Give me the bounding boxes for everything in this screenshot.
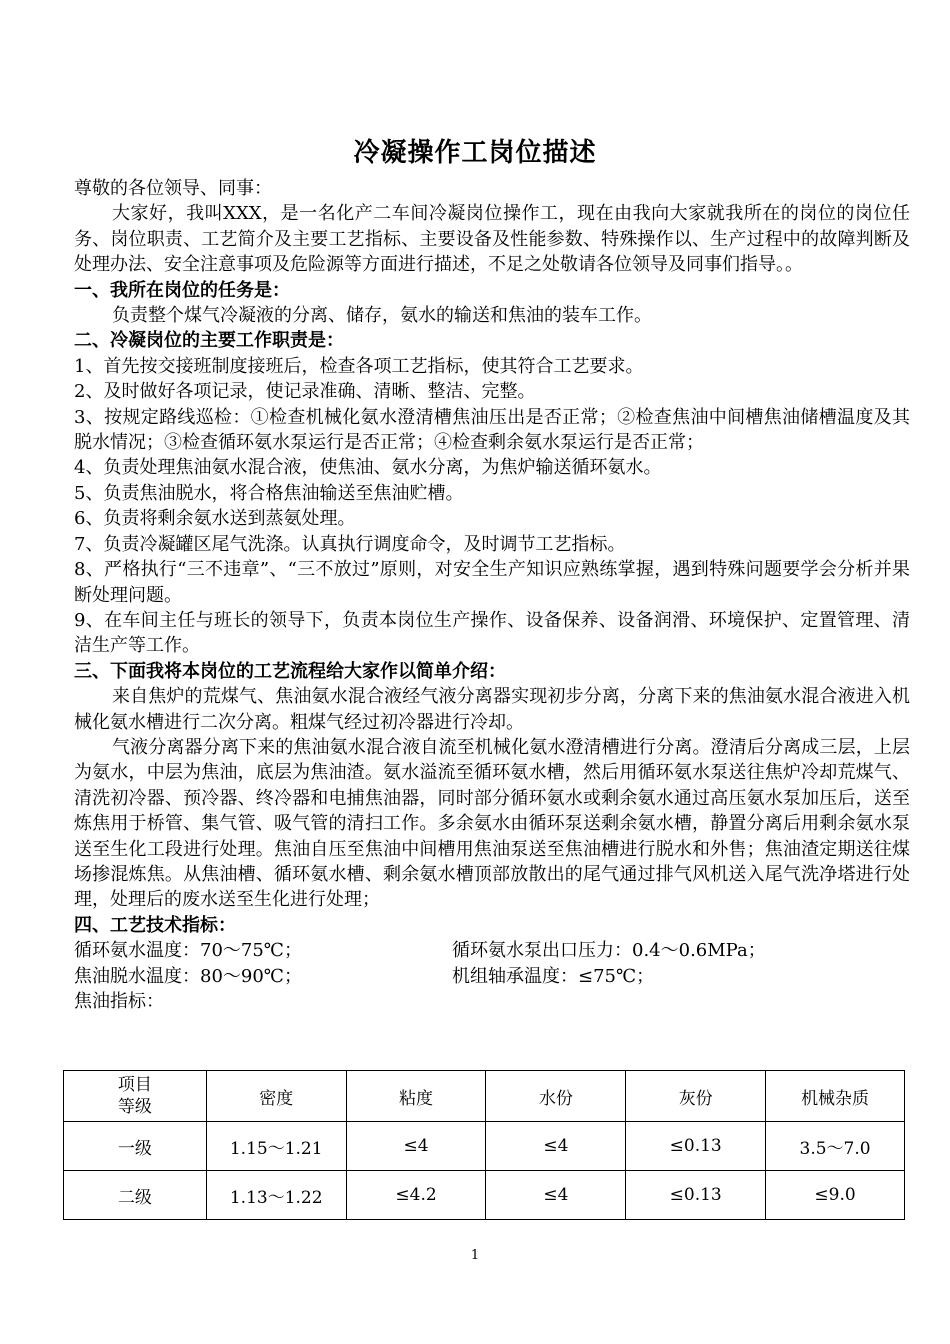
table-row — [64, 1171, 905, 1220]
section-heading: 四、工艺技术指标： — [74, 914, 236, 936]
page-title: 冷凝操作工岗位描述 — [353, 138, 597, 168]
section-heading: 一、我所在岗位的任务是： — [74, 279, 290, 301]
param-row — [74, 938, 910, 963]
tar-spec-table — [63, 1070, 905, 1220]
table-header-cell: 机械杂质 — [766, 1071, 905, 1122]
list-item: 3、按规定路线巡检：①检查机械化氨水澄清槽焦油压出是否正常；②检查焦油中间槽焦油储槽温度及其脱水情况；③检查循环氨水泵运行是否正常；④检查剩余氨水泵运行是否正常； — [74, 406, 910, 454]
table-header-cell: 粘度 — [346, 1071, 486, 1122]
greeting: 尊敬的各位领导、同事： — [74, 178, 272, 199]
param-cell: 循环氨水温度：70～75℃； — [74, 940, 302, 962]
list-item: 5、负责焦油脱水，将合格焦油输送至焦油贮槽。 — [74, 482, 464, 504]
param-cell: 循环氨水泵出口压力：0.4～0.6MPa； — [452, 940, 766, 962]
page-number: 1 — [470, 1248, 480, 1263]
table-cell: ≤0.13 — [626, 1122, 766, 1171]
table-cell: ≤4.2 — [346, 1171, 486, 1220]
table-header-cell: 密度 — [206, 1071, 346, 1122]
header-item-label: 项目 — [117, 1075, 152, 1095]
table-cell: ≤9.0 — [766, 1171, 905, 1220]
list-item: 4、负责处理焦油氨水混合液，使焦油、氨水分离，为焦炉输送循环氨水。 — [74, 457, 662, 479]
param-cell: 机组轴承温度：≤75℃； — [452, 965, 655, 987]
header-grade-label: 等级 — [117, 1097, 152, 1117]
paragraph: 来自焦炉的荒煤气、焦油氨水混合液经气液分离器实现初步分离，分离下来的焦油氨水混合液进入机械化氨水槽进行二次分离。粗煤气经过初冷器进行冷却。 — [74, 686, 910, 733]
list-item: 8、严格执行“三不违章”、“三不放过”原则，对安全生产知识应熟练掌握，遇到特殊问题要学会分析并果断处理问题。 — [74, 559, 910, 606]
list-item: 9、在车间主任与班长的领导下，负责本岗位生产操作、设备保养、设备润滑、环境保护、定置管理、清洁生产等工作。 — [74, 609, 910, 657]
table-cell: 1.13～1.22 — [206, 1171, 346, 1220]
section-heading: 二、冷凝岗位的主要工作职责是： — [74, 330, 344, 352]
table-header-cell: 水份 — [486, 1071, 626, 1122]
tar-label: 焦油指标： — [74, 991, 164, 1012]
table-cell: 3.5～7.0 — [766, 1122, 905, 1171]
list-item: 2、及时做好各项记录，使记录准确、清晰、整洁、完整。 — [74, 381, 536, 403]
table-cell: ≤4 — [486, 1122, 626, 1171]
table-header-cell: 灰份 — [626, 1071, 766, 1122]
table-cell: 一级 — [64, 1122, 207, 1171]
table-header-row — [64, 1071, 905, 1122]
paragraph: 负责整个煤气冷凝液的分离、储存，氨水的输送和焦油的装车工作。 — [112, 305, 652, 327]
list-item: 7、负责冷凝罐区尾气洗涤。认真执行调度命令，及时调节工艺指标。 — [74, 533, 626, 555]
table-cell: ≤4 — [486, 1171, 626, 1220]
document-body — [74, 176, 910, 1014]
param-cell: 焦油脱水温度：80～90℃； — [74, 965, 302, 987]
intro-paragraph: 大家好，我叫XXX，是一名化产二车间冷凝岗位操作工，现在由我向大家就我所在的岗位的岗位任务、岗位职责、工艺简介及主要工艺指标、主要设备及性能参数、特殊操作以、生产过程中的故障判断及处理办法、安全注意事项及危险源等方面进行描述，不足之处敬请各位领导及同事们指导。。 — [74, 203, 910, 276]
table-cell: ≤0.13 — [626, 1171, 766, 1220]
section-heading: 三、下面我将本岗位的工艺流程给大家作以简单介绍： — [74, 660, 506, 682]
paragraph: 气液分离器分离下来的焦油氨水混合液自流至机械化氨水澄清槽进行分离。澄清后分离成三层，上层为氨水，中层为焦油，底层为焦油渣。氨水溢流至循环氨水槽，然后用循环氨水泵送往焦炉冷却荒煤气、清洗初冷器、预冷器、终冷器和电捕焦油器，同时部分循环氨水或剩余氨水通过高压氨水泵加压后，送至炼焦用于桥管、集气管、吸气管的清扫工作。多余氨水由循环泵送剩余氨水槽，静置分离后用剩余氨水泵送至生化工段进行处理。焦油自压至焦油中间槽用焦油泵送至焦油槽进行脱水和外售；焦油渣定期送往煤场掺混炼焦。从焦油槽、循环氨水槽、剩余氨水槽顶部放散出的尾气通过排气风机送入尾气洗净塔进行处理，处理后的废水送至生化进行处理； — [74, 736, 910, 911]
param-row — [74, 964, 910, 989]
table-row — [64, 1122, 905, 1171]
table-header-corner — [64, 1071, 207, 1122]
table-cell: 二级 — [64, 1171, 207, 1220]
table-cell: 1.15～1.21 — [206, 1122, 346, 1171]
table-cell: ≤4 — [346, 1122, 486, 1171]
list-item: 1、首先按交接班制度接班后，检查各项工艺指标，使其符合工艺要求。 — [74, 355, 644, 377]
list-item: 6、负责将剩余氨水送到蒸氨处理。 — [74, 508, 356, 530]
